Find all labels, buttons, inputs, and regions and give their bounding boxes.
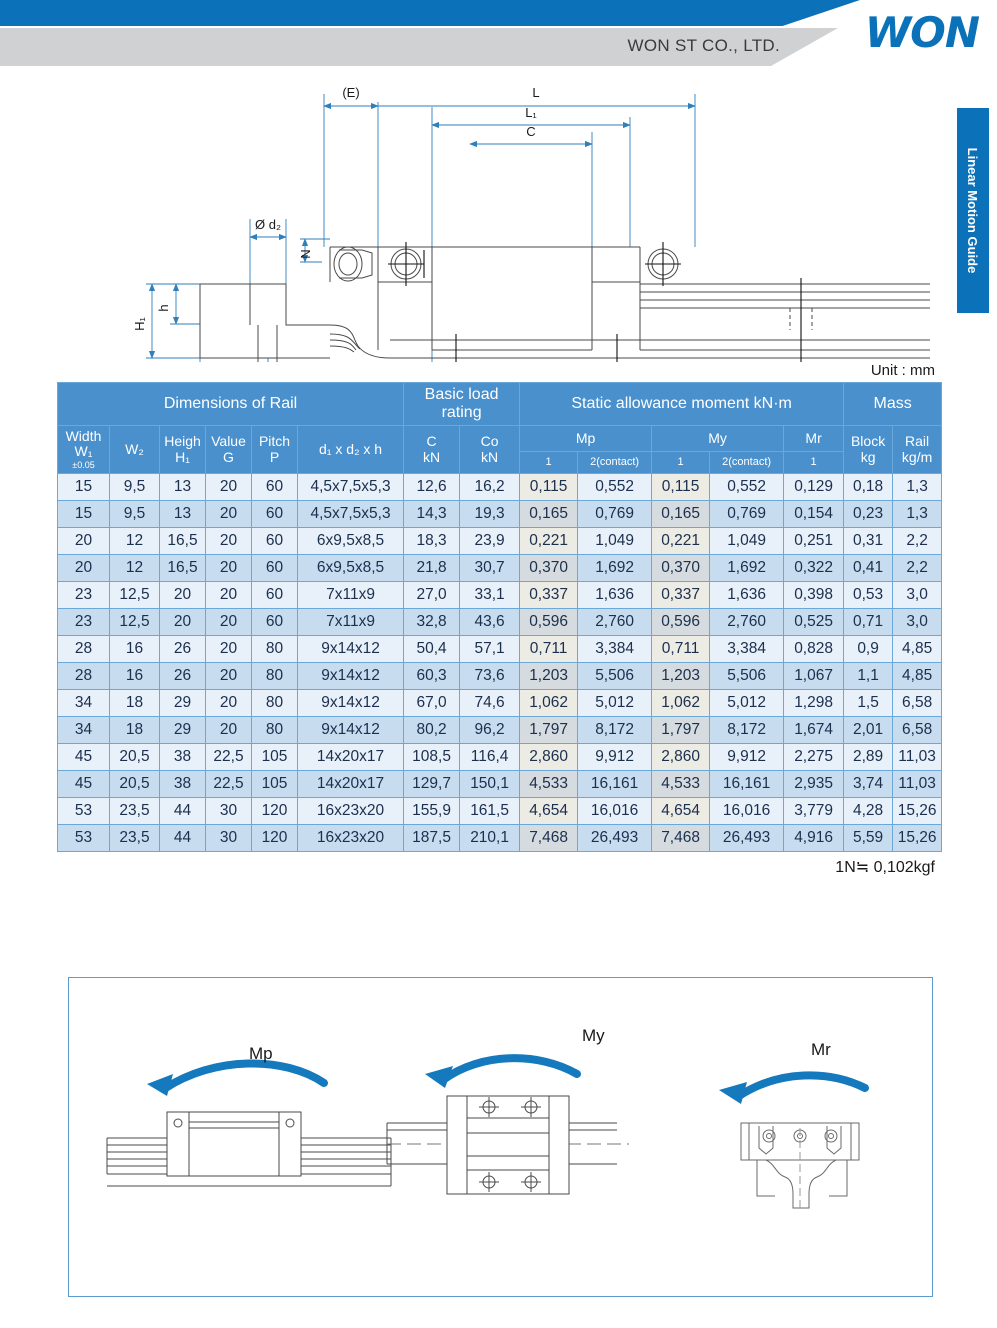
table-cell: 1,203	[520, 663, 578, 690]
table-cell: 5,506	[578, 663, 652, 690]
table-cell: 0,596	[520, 609, 578, 636]
table-cell: 0,221	[520, 528, 578, 555]
table-cell: 3,0	[893, 582, 942, 609]
table-cell: 5,506	[710, 663, 784, 690]
table-cell: 12	[110, 555, 160, 582]
table-cell: 6,58	[893, 690, 942, 717]
col-mass-block: Block kg	[844, 425, 893, 473]
table-cell: 1,3	[893, 501, 942, 528]
table-cell: 16	[110, 663, 160, 690]
table-cell: 28	[58, 663, 110, 690]
table-cell: 0,53	[844, 582, 893, 609]
header-blue-band	[0, 0, 860, 26]
col-value-g: Value G	[206, 425, 252, 473]
table-cell: 67,0	[404, 690, 460, 717]
dim-label-h: h	[156, 304, 171, 312]
table-cell: 28	[58, 636, 110, 663]
dim-label-d2: Ø d₂	[255, 217, 281, 232]
table-cell: 0,41	[844, 555, 893, 582]
table-row	[58, 528, 942, 555]
table-cell: 16,5	[160, 555, 206, 582]
table-cell: 20	[206, 636, 252, 663]
mr-arrow-arc	[739, 1075, 865, 1096]
table-row	[58, 555, 942, 582]
table-cell: 9,5	[110, 474, 160, 501]
dim-label-N: N	[298, 249, 313, 259]
table-row	[58, 582, 942, 609]
subgroup-mr: Mr	[784, 425, 844, 451]
table-cell: 15	[58, 501, 110, 528]
table-cell: 1,3	[893, 474, 942, 501]
table-cell: 4,654	[652, 798, 710, 825]
table-cell: 105	[252, 771, 298, 798]
table-cell: 1,067	[784, 663, 844, 690]
table-cell: 5,012	[578, 690, 652, 717]
table-cell: 6,58	[893, 717, 942, 744]
moment-diagram-panel	[68, 977, 933, 1297]
table-cell: 20	[206, 555, 252, 582]
diagram-mp	[107, 1112, 391, 1186]
table-cell: 0,165	[520, 501, 578, 528]
table-cell: 2,860	[652, 744, 710, 771]
table-cell: 9x14x12	[298, 690, 404, 717]
table-cell: 20	[206, 609, 252, 636]
table-cell: 0,552	[710, 474, 784, 501]
table-cell: 30,7	[460, 555, 520, 582]
table-cell: 27,0	[404, 582, 460, 609]
table-cell: 26,493	[578, 825, 652, 852]
table-group-header-row	[58, 383, 942, 426]
table-cell: 2,760	[710, 609, 784, 636]
table-cell: 20	[206, 528, 252, 555]
group-static-allowance-moment: Static allowance moment kN·m	[520, 383, 844, 426]
col-mp-2contact: 2(contact)	[578, 451, 652, 473]
table-cell: 2,2	[893, 528, 942, 555]
table-cell: 4,654	[520, 798, 578, 825]
table-cell: 1,797	[520, 717, 578, 744]
table-cell: 12	[110, 528, 160, 555]
table-cell: 187,5	[404, 825, 460, 852]
table-cell: 16x23x20	[298, 825, 404, 852]
table-row	[58, 690, 942, 717]
moment-label-mr: Mr	[811, 1040, 831, 1059]
side-tab-label: Linear Motion Guide	[965, 147, 981, 274]
table-cell: 20	[206, 582, 252, 609]
table-cell: 1,692	[710, 555, 784, 582]
company-name: WON ST CO., LTD.	[627, 36, 780, 55]
table-row	[58, 825, 942, 852]
table-cell: 14x20x17	[298, 744, 404, 771]
table-cell: 0,322	[784, 555, 844, 582]
table-cell: 1,5	[844, 690, 893, 717]
table-row	[58, 636, 942, 663]
diagram-mr	[741, 1123, 859, 1210]
table-cell: 20	[160, 582, 206, 609]
table-row	[58, 474, 942, 501]
table-cell: 38	[160, 744, 206, 771]
table-cell: 2,89	[844, 744, 893, 771]
group-basic-load-rating: Basic load rating	[404, 383, 520, 426]
table-cell: 57,1	[460, 636, 520, 663]
table-cell: 1,1	[844, 663, 893, 690]
table-cell: 0,221	[652, 528, 710, 555]
table-cell: 26,493	[710, 825, 784, 852]
table-cell: 0,9	[844, 636, 893, 663]
table-cell: 29	[160, 717, 206, 744]
my-arrow-head	[425, 1066, 453, 1088]
moment-label-mp: Mp	[249, 1044, 273, 1063]
table-cell: 20	[206, 690, 252, 717]
table-cell: 1,049	[710, 528, 784, 555]
table-cell: 32,8	[404, 609, 460, 636]
table-cell: 8,172	[578, 717, 652, 744]
table-cell: 11,03	[893, 771, 942, 798]
table-cell: 9x14x12	[298, 636, 404, 663]
col-width-w1: Width W₁ ±0.05	[58, 425, 110, 473]
table-cell: 0,711	[652, 636, 710, 663]
subgroup-mp: Mp	[520, 425, 652, 451]
table-cell: 23,5	[110, 825, 160, 852]
table-cell: 1,797	[652, 717, 710, 744]
table-cell: 2,275	[784, 744, 844, 771]
table-cell: 2,2	[893, 555, 942, 582]
table-cell: 53	[58, 798, 110, 825]
table-cell: 0,769	[710, 501, 784, 528]
table-cell: 80	[252, 663, 298, 690]
table-cell: 0,115	[520, 474, 578, 501]
table-cell: 0,251	[784, 528, 844, 555]
table-cell: 2,935	[784, 771, 844, 798]
col-my-1: 1	[652, 451, 710, 473]
table-cell: 1,049	[578, 528, 652, 555]
table-cell: 12,6	[404, 474, 460, 501]
page-header	[0, 0, 997, 70]
table-cell: 20	[206, 717, 252, 744]
table-cell: 13	[160, 501, 206, 528]
table-cell: 44	[160, 825, 206, 852]
col-c-kn: C kN	[404, 425, 460, 473]
table-cell: 0,23	[844, 501, 893, 528]
dim-label-L: L	[532, 85, 540, 100]
table-cell: 26	[160, 636, 206, 663]
table-cell: 0,711	[520, 636, 578, 663]
mr-arrow-head	[719, 1082, 747, 1104]
table-cell: 60	[252, 528, 298, 555]
table-cell: 11,03	[893, 744, 942, 771]
group-dimensions-of-rail: Dimensions of Rail	[58, 383, 404, 426]
table-cell: 3,779	[784, 798, 844, 825]
table-cell: 23	[58, 582, 110, 609]
table-cell: 23,5	[110, 798, 160, 825]
dim-label-H1: H₁	[132, 317, 147, 331]
table-cell: 12,5	[110, 582, 160, 609]
col-mr-1: 1	[784, 451, 844, 473]
col-mass-rail: Rail kg/m	[893, 425, 942, 473]
table-cell: 150,1	[460, 771, 520, 798]
table-cell: 16,016	[710, 798, 784, 825]
table-cell: 14,3	[404, 501, 460, 528]
table-cell: 0,337	[652, 582, 710, 609]
table-cell: 13	[160, 474, 206, 501]
dim-label-C: C	[526, 124, 536, 139]
table-cell: 7x11x9	[298, 582, 404, 609]
table-cell: 120	[252, 825, 298, 852]
table-row	[58, 609, 942, 636]
table-cell: 7,468	[520, 825, 578, 852]
table-cell: 108,5	[404, 744, 460, 771]
table-cell: 0,71	[844, 609, 893, 636]
my-arrow-arc	[443, 1058, 577, 1080]
table-cell: 19,3	[460, 501, 520, 528]
table-cell: 0,337	[520, 582, 578, 609]
table-cell: 1,298	[784, 690, 844, 717]
table-cell: 1,636	[710, 582, 784, 609]
table-cell: 53	[58, 825, 110, 852]
table-cell: 26	[160, 663, 206, 690]
table-cell: 21,8	[404, 555, 460, 582]
table-cell: 3,384	[710, 636, 784, 663]
table-cell: 7,468	[652, 825, 710, 852]
table-sub-header-row	[58, 425, 942, 451]
table-cell: 20,5	[110, 771, 160, 798]
table-row	[58, 744, 942, 771]
table-cell: 0,129	[784, 474, 844, 501]
table-cell: 1,674	[784, 717, 844, 744]
diagram-my	[387, 1096, 629, 1194]
table-body	[58, 474, 942, 852]
table-cell: 29	[160, 690, 206, 717]
table-row	[58, 798, 942, 825]
table-cell: 43,6	[460, 609, 520, 636]
table-row	[58, 717, 942, 744]
table-cell: 45	[58, 744, 110, 771]
table-cell: 20	[206, 474, 252, 501]
table-cell: 96,2	[460, 717, 520, 744]
table-cell: 16,161	[710, 771, 784, 798]
table-cell: 4,533	[520, 771, 578, 798]
table-cell: 129,7	[404, 771, 460, 798]
table-cell: 60	[252, 474, 298, 501]
table-cell: 4,533	[652, 771, 710, 798]
table-cell: 45	[58, 771, 110, 798]
moment-label-my: My	[582, 1026, 605, 1045]
table-cell: 9x14x12	[298, 717, 404, 744]
table-cell: 210,1	[460, 825, 520, 852]
table-cell: 60	[252, 501, 298, 528]
table-row	[58, 501, 942, 528]
table-cell: 12,5	[110, 609, 160, 636]
spec-table-wrapper	[57, 382, 937, 852]
col-co-kn: Co kN	[460, 425, 520, 473]
table-row	[58, 663, 942, 690]
table-cell: 0,596	[652, 609, 710, 636]
table-cell: 18,3	[404, 528, 460, 555]
table-cell: 6x9,5x8,5	[298, 555, 404, 582]
table-cell: 20,5	[110, 744, 160, 771]
table-cell: 23	[58, 609, 110, 636]
table-cell: 4,28	[844, 798, 893, 825]
table-cell: 33,1	[460, 582, 520, 609]
table-cell: 1,062	[520, 690, 578, 717]
table-cell: 34	[58, 717, 110, 744]
table-cell: 3,384	[578, 636, 652, 663]
table-cell: 16,016	[578, 798, 652, 825]
table-cell: 22,5	[206, 771, 252, 798]
table-cell: 20	[58, 528, 110, 555]
table-cell: 120	[252, 798, 298, 825]
table-cell: 20	[206, 663, 252, 690]
table-cell: 16x23x20	[298, 798, 404, 825]
won-logo: WON	[864, 8, 979, 57]
table-cell: 116,4	[460, 744, 520, 771]
table-cell: 2,01	[844, 717, 893, 744]
table-cell: 18	[110, 690, 160, 717]
col-my-2contact: 2(contact)	[710, 451, 784, 473]
table-cell: 80	[252, 717, 298, 744]
table-cell: 4,85	[893, 663, 942, 690]
col-w2: W₂	[110, 425, 160, 473]
table-cell: 16,2	[460, 474, 520, 501]
table-cell: 0,31	[844, 528, 893, 555]
table-cell: 0,165	[652, 501, 710, 528]
table-cell: 1,062	[652, 690, 710, 717]
table-cell: 7x11x9	[298, 609, 404, 636]
kgf-conversion-note: 1N≒ 0,102kgf	[835, 859, 935, 876]
table-cell: 20	[206, 501, 252, 528]
table-cell: 1,636	[578, 582, 652, 609]
table-cell: 38	[160, 771, 206, 798]
table-cell: 16	[110, 636, 160, 663]
mp-arrow-arc	[164, 1063, 324, 1089]
table-cell: 80	[252, 636, 298, 663]
group-mass: Mass	[844, 383, 942, 426]
table-cell: 0,18	[844, 474, 893, 501]
table-cell: 80,2	[404, 717, 460, 744]
table-cell: 0,525	[784, 609, 844, 636]
table-cell: 80	[252, 690, 298, 717]
mp-arrow-head	[147, 1074, 173, 1096]
side-tab-linear-motion-guide	[957, 108, 989, 313]
table-cell: 15,26	[893, 798, 942, 825]
table-cell: 15	[58, 474, 110, 501]
table-cell: 5,012	[710, 690, 784, 717]
table-cell: 1,203	[652, 663, 710, 690]
table-cell: 14x20x17	[298, 771, 404, 798]
table-cell: 9,912	[710, 744, 784, 771]
table-cell: 34	[58, 690, 110, 717]
table-cell: 50,4	[404, 636, 460, 663]
table-cell: 155,9	[404, 798, 460, 825]
table-cell: 0,828	[784, 636, 844, 663]
table-cell: 3,74	[844, 771, 893, 798]
table-cell: 22,5	[206, 744, 252, 771]
table-cell: 16,5	[160, 528, 206, 555]
table-cell: 18	[110, 717, 160, 744]
subgroup-my: My	[652, 425, 784, 451]
unit-note: Unit : mm	[870, 362, 935, 379]
table-cell: 16,161	[578, 771, 652, 798]
table-cell: 60	[252, 555, 298, 582]
dim-label-E: (E)	[342, 85, 360, 100]
table-cell: 23,9	[460, 528, 520, 555]
table-cell: 1,692	[578, 555, 652, 582]
table-cell: 6x9,5x8,5	[298, 528, 404, 555]
table-cell: 9,912	[578, 744, 652, 771]
table-cell: 44	[160, 798, 206, 825]
table-cell: 4,5x7,5x5,3	[298, 474, 404, 501]
table-cell: 0,154	[784, 501, 844, 528]
table-cell: 4,916	[784, 825, 844, 852]
table-cell: 60	[252, 609, 298, 636]
technical-drawing	[0, 72, 940, 362]
table-cell: 74,6	[460, 690, 520, 717]
table-cell: 20	[58, 555, 110, 582]
table-cell: 161,5	[460, 798, 520, 825]
dim-label-L1: L₁	[525, 105, 537, 120]
table-cell: 105	[252, 744, 298, 771]
specification-table	[57, 382, 942, 852]
col-mp-1: 1	[520, 451, 578, 473]
col-d1-d2-h: d₁ x d₂ x h	[298, 425, 404, 473]
table-cell: 0,398	[784, 582, 844, 609]
table-cell: 73,6	[460, 663, 520, 690]
table-cell: 3,0	[893, 609, 942, 636]
table-cell: 2,760	[578, 609, 652, 636]
table-cell: 30	[206, 825, 252, 852]
table-cell: 60	[252, 582, 298, 609]
col-heigh-h1: Heigh H₁	[160, 425, 206, 473]
table-cell: 0,552	[578, 474, 652, 501]
table-row	[58, 771, 942, 798]
table-cell: 0,115	[652, 474, 710, 501]
table-cell: 15,26	[893, 825, 942, 852]
table-cell: 8,172	[710, 717, 784, 744]
table-cell: 0,370	[520, 555, 578, 582]
col-pitch-p: Pitch P	[252, 425, 298, 473]
table-cell: 9x14x12	[298, 663, 404, 690]
table-cell: 0,769	[578, 501, 652, 528]
table-cell: 4,5x7,5x5,3	[298, 501, 404, 528]
table-cell: 2,860	[520, 744, 578, 771]
table-cell: 0,370	[652, 555, 710, 582]
table-cell: 60,3	[404, 663, 460, 690]
table-cell: 30	[206, 798, 252, 825]
table-cell: 4,85	[893, 636, 942, 663]
table-cell: 20	[160, 609, 206, 636]
table-cell: 9,5	[110, 501, 160, 528]
table-cell: 5,59	[844, 825, 893, 852]
